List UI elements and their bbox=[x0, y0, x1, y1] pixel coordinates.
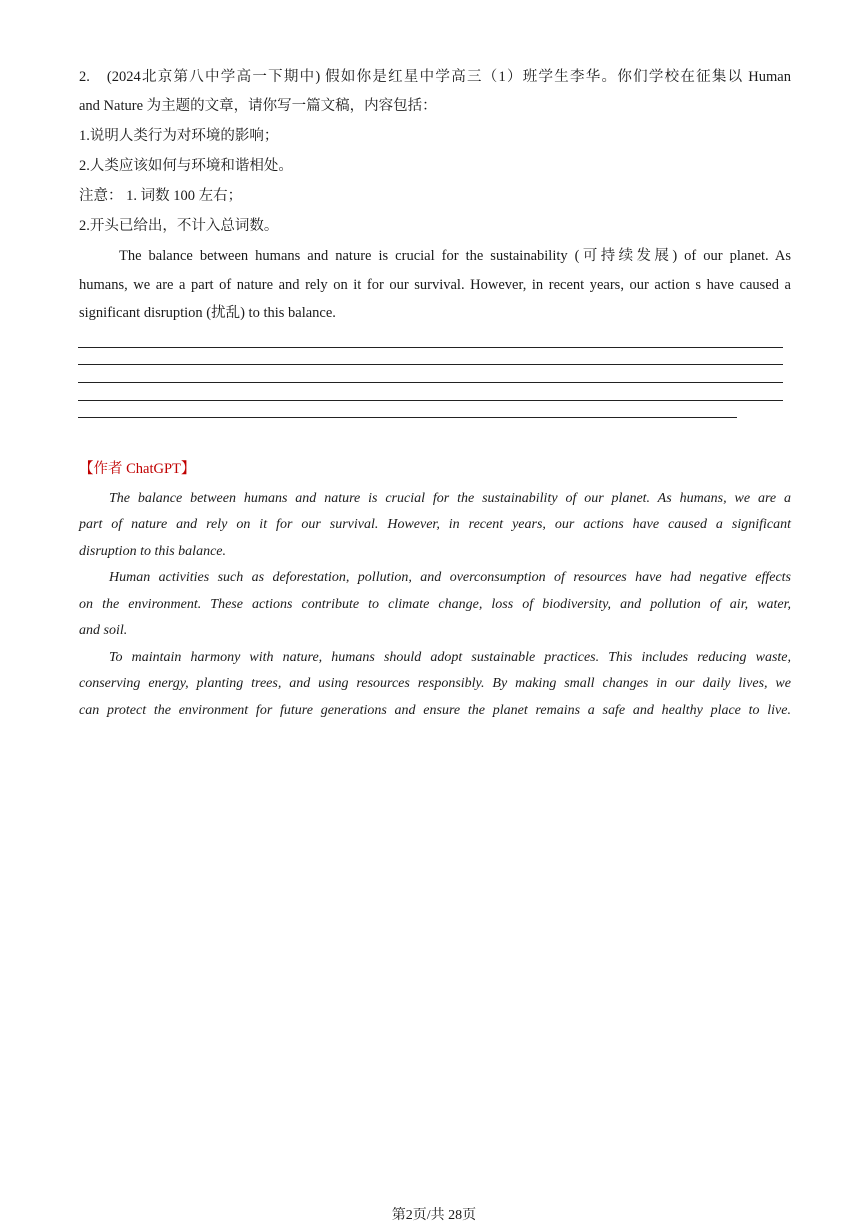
essay-line: disruption to this balance. bbox=[79, 544, 226, 559]
author-label: 【作者 ChatGPT】 bbox=[79, 461, 196, 477]
writing-line bbox=[78, 382, 783, 383]
page-number: 第2页/共 28页 bbox=[391, 1208, 477, 1223]
question-line-2: and Nature 为主题的文章，请你写一篇文稿，内容包括： bbox=[79, 98, 437, 114]
writing-line bbox=[78, 364, 783, 365]
note-line-2: 2.开头已给出，不计入总词数。 bbox=[79, 218, 279, 234]
requirement-point-2: 2.人类应该如何与环境和谐相处。 bbox=[79, 158, 293, 174]
essay-line: part of nature and rely on it for our survival. However, in recent years, our actions have caused a significant bbox=[79, 517, 791, 532]
opening-line-3: significant disruption (扰乱) to this balance. bbox=[79, 305, 336, 321]
essay-line: and soil. bbox=[79, 623, 128, 638]
opening-line-2: humans, we are a part of nature and rely on it for our survival. However, in recent years, our action s have caused a bbox=[79, 277, 791, 293]
essay-line: can protect the environment for future generations and ensure the planet remains a safe and healthy place to live. bbox=[79, 703, 791, 718]
essay-line: The balance between humans and nature is crucial for the sustainability of our planet. As humans, we are a bbox=[109, 491, 791, 506]
writing-line bbox=[78, 400, 783, 401]
essay-line: conserving energy, planting trees, and using resources responsibly. By making small changes in our daily lives, we bbox=[79, 676, 791, 691]
opening-line-1: The balance between humans and nature is crucial for the sustainability (可持续发展) of our planet. As bbox=[119, 248, 791, 264]
writing-line bbox=[78, 347, 783, 348]
essay-line: To maintain harmony with nature, humans should adopt sustainable practices. This includes reducing waste, bbox=[109, 650, 791, 665]
essay-line: on the environment. These actions contribute to climate change, loss of biodiversity, and pollution of air, water, bbox=[79, 597, 791, 612]
essay-line: Human activities such as deforestation, pollution, and overconsumption of resources have had negative effects bbox=[109, 570, 791, 585]
requirement-point-1: 1.说明人类行为对环境的影响； bbox=[79, 128, 279, 144]
note-line-1: 注意： 1. 词数 100 左右； bbox=[79, 188, 243, 204]
question-line-1: 2. (2024北京第八中学高一下期中) 假如你是红星中学高三（1）班学生李华。你们学校在征集以 Human bbox=[79, 69, 791, 85]
writing-line bbox=[78, 417, 737, 418]
